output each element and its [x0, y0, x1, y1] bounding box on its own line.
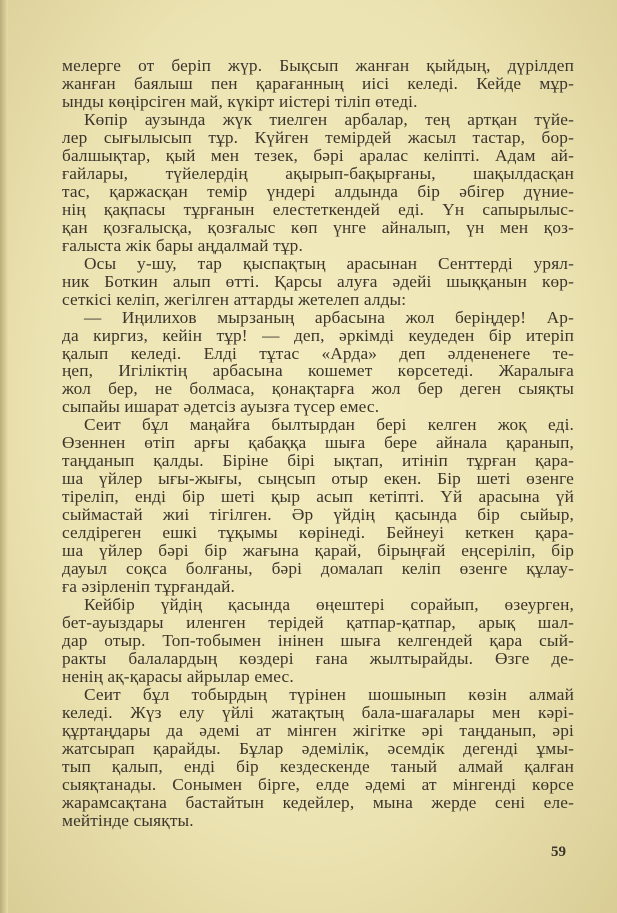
text-line: сыймастай жиі тігілген. Әр үйдің қасында бір сыйыр,: [62, 505, 574, 525]
paragraph: [62, 686, 574, 830]
text-line: ғалыста жік бары аңдалмай тұр.: [62, 235, 303, 255]
text-line: мелерге от беріп жүр. Бықсып жанған қыйдың, дүрілдеп: [62, 56, 574, 75]
text-line: мейтінде сыяқты.: [62, 810, 194, 830]
text-line: балшықтар, қый мен тезек, бәрі аралас келіпті. Адам ай-: [62, 145, 574, 165]
paragraph: [62, 57, 574, 111]
text-line: ник Боткин алып өтті. Қарсы алуға әдейі шыққанын көр-: [62, 271, 574, 291]
text-line: келеді. Жүз елу үйлі жатақтың бала-шағалары мен кәрі-: [62, 702, 574, 722]
text-line: Осы у-шу, тар қыспақтың арасынан Сенттерді урял-: [84, 253, 574, 273]
page-number: 59: [551, 844, 566, 860]
text-line: жатсырап қарайды. Бұлар әдемілік, әсемдік дегенді ұмы-: [62, 738, 574, 758]
text-line: қалып келеді. Елді тұтас «Арда» деп әлдененеге те-: [62, 343, 574, 363]
text-line: ша үйлер ығы-жығы, сыңсып отыр екен. Бір шеті өзенге: [62, 469, 574, 489]
text-line: тіреліп, енді бір шеті қыр асып кетіпті. Үй арасына үй: [62, 487, 574, 507]
text-line: құртаңдары да әдемі ат мінген жігітке әрі таңданып, әрі: [62, 720, 574, 740]
text-line: ға әзірленіп тұрғандай.: [62, 577, 236, 597]
text-line: тып қалып, енді бір кездескенде таный алмай қалған: [62, 756, 574, 776]
paragraph: [62, 255, 574, 309]
text-line: нің қақпасы тұрғанын елестеткендей еді. Үн сапырылыс-: [62, 199, 574, 219]
text-line: қан қозғалысқа, қозғалыс көп үнге айналып, үн мен қоз-: [62, 217, 574, 237]
text-line: тас, қаржасқан темір үндері алдында бір әбігер дүние-: [62, 181, 574, 201]
text-line: да киргиз, кейін тұр! — деп, әркімді кеудеден бір итеріп: [62, 325, 574, 345]
text-line: дауыл соқса болғаны, бәрі домалап келіп өзенге құлау-: [62, 559, 574, 579]
page-edge-shadow: [0, 0, 8, 913]
text-line: Сеит бұл тобырдың түрінен шошынып көзін алмай: [84, 684, 574, 704]
text-line: сыпайы ишарат әдетсіз ауызға түсер емес.: [62, 397, 380, 417]
text-line: Өзеннен өтіп арғы қабаққа шыға бере айнала қаранып,: [62, 433, 574, 453]
paragraph: [62, 111, 574, 255]
text-line: жарамсақтана бастайтын кедейлер, мына жерде сені еле-: [62, 792, 574, 812]
text-line: Сеит бұл маңайға былтырдан бері келген жоқ еді.: [84, 415, 574, 435]
text-line: бет-ауыздары иленген терідей қатпар-қатпар, арық шал-: [62, 613, 574, 633]
paragraph: [62, 416, 574, 596]
text-line: ненің ақ-қарасы айрылар емес.: [62, 666, 294, 686]
text-line: ша үйлер бәрі бір жағына қарай, бірыңғай еңсеріліп, бір: [62, 541, 574, 561]
text-line: сыяқтанады. Сонымен бірге, елде әдемі ат мінгенді көрсе: [62, 774, 574, 794]
text-line: лер сығылысып тұр. Күйген темірдей жасыл тастар, бор-: [62, 127, 574, 147]
text-line: селдіреген ешкі тұқымы көрінеді. Бейнеуі кеткен қара-: [62, 523, 574, 543]
text-line: ңеп, Игіліктің арбасына кошемет көрсетеді. Жаралыға: [62, 361, 574, 381]
text-line: жанған баялыш пен қарағанның иісі келеді. Кейде мұр-: [62, 73, 574, 93]
paragraph: [62, 596, 574, 686]
body-text: [62, 57, 574, 830]
text-line: сеткісі келіп, жегілген аттарды жетелеп алды:: [62, 289, 407, 309]
text-line: жол бер, не болмаса, қонақтарға жол бер деген сыяқты: [62, 379, 574, 399]
text-line: — Иңилихов мырзаның арбасына жол беріңдер! Ар-: [84, 307, 574, 327]
text-line: таңданып қалды. Біріне бірі ықтап, итініп тұрған қара-: [62, 451, 574, 471]
text-line: ынды көңірсіген май, күкірт иістері тіліп өтеді.: [62, 91, 418, 111]
text-line: ракты балалардың көздері ғана жылтырайды. Өзге де-: [62, 648, 574, 668]
text-line: Көпір аузында жүк тиелген арбалар, тең артқан түйе-: [84, 109, 574, 129]
text-line: ғайлары, түйелердің ақырып-бақырғаны, шақылдасқан: [62, 163, 574, 183]
text-line: дар отыр. Топ-тобымен інінен шыға келгендей қара сый-: [62, 631, 574, 650]
text-line: Кейбір үйдің қасында өңештері сорайып, өзеурген,: [84, 595, 574, 615]
paragraph: [62, 309, 574, 417]
